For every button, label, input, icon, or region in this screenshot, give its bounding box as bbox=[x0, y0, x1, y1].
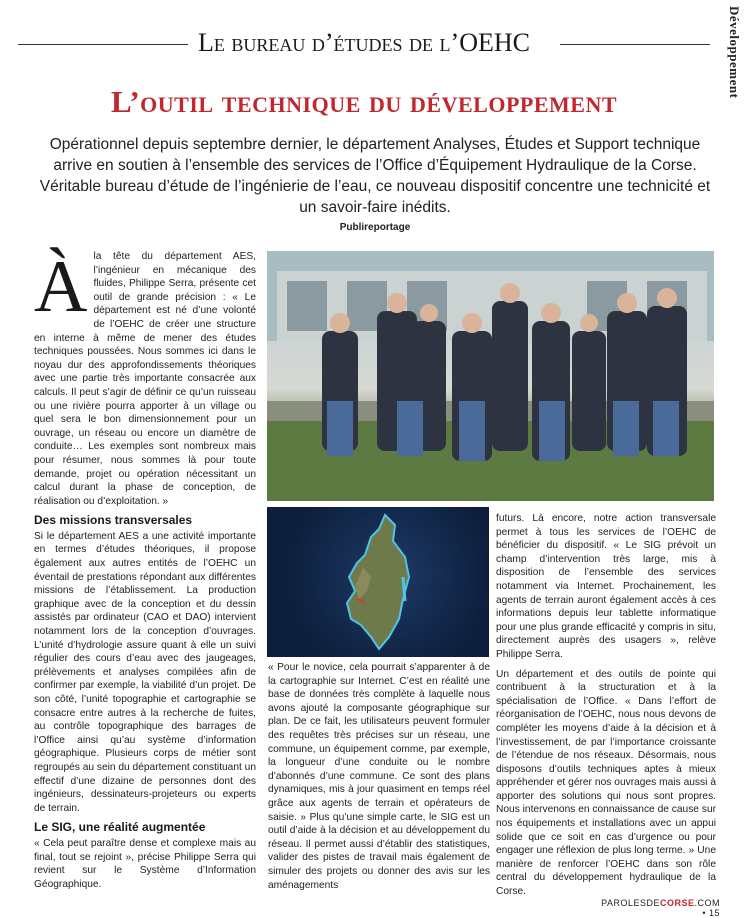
footer-pre: PAROLESDE bbox=[601, 898, 660, 908]
section-tab-label: Développement bbox=[727, 6, 742, 99]
article-title: L’outil technique du développement bbox=[110, 84, 618, 119]
map-illustration bbox=[267, 507, 489, 657]
dropcap: À bbox=[34, 246, 88, 328]
page-footer bbox=[600, 898, 720, 918]
article-lede: Opérationnel depuis septembre dernier, le département Analyses, Études et Support technique arrive en soutien à l’ensemble des services de l’Office d’Équipement Hydraulique de la Corse. Véritable bureau d’étude de l’ingénierie de l’eau, ce nouveau dispositif concentre une technicité et un savoir-faire inédits. bbox=[39, 136, 711, 216]
footer-brand: CORSE bbox=[659, 898, 695, 908]
paragraph-missions: Si le département AES a une activité importante en termes d’études théoriques, il propose également aux autres entités de l’OEHC un éventail de prestations répondant aux différentes missions de l’établissement. La production graphique avec de la conception et du dessin assistés par ordinateur (CAO et DAO) intervient notamment lors de la conception d’ouvrages. L’unité d’hydrologie assure quant à elle un suivi régulier des cours d’eau avec des jaugeages, prélèvements et analyses compilées afin de confirmer par exemple, la viabilité d’un projet. De son côté, l’unité topographie et cartographie se consacre entre autres à la recherche de fuites, au contrôle topographique des barrages de l’Office ainsi qu’au système d’information géographique. Plusieurs corps de métier sont regroupés au sein du département constituant un effectif d’une dizaine de personnes dont des ingénieurs, dessinateurs-projeteurs ou experts de terrain. bbox=[34, 530, 257, 814]
paragraph-conclusion: Un département et des outils de pointe qui contribuent à la structuration et à la spécialisation de l’Office. « Dans l’effort de réorganisation de l’OEHC, nous nous devons de compléter les moyens d’aide à la décision et à l’investissement, de par l’importance croissante de l’étendue de nos réseaux. Désormais, nous disposons d’outils techniques aptes à mieux appréhender et gérer nos ouvrages mais aussi à apporter des solutions qui nous sont propres. Nous intervenons en connaissance de cause sur nos équipements et installations avec un appui solide que ce soit en cas d’urgence ou pour engager une réflexion de plus long terme. » Une manière de renforcer l’OEHC dans son rôle central du développement hydraulique de la Corse. bbox=[496, 668, 716, 898]
corsica-map bbox=[267, 507, 489, 657]
team-photo bbox=[267, 251, 714, 501]
subhead-sig: Le SIG, une réalité augmentée bbox=[34, 820, 206, 835]
footer-post: .COM • 15 bbox=[694, 898, 720, 918]
column-3 bbox=[496, 512, 716, 898]
section-tab bbox=[716, 0, 754, 120]
subhead-missions: Des missions transversales bbox=[34, 513, 193, 528]
paragraph-sig-intro: « Cela peut paraître dense et complexe mais au final, tout se rejoint », précise Philippe Serra qui revient sur le Système d’Information Géographique. bbox=[34, 837, 256, 890]
paragraph-transversal: futurs. Là encore, notre action transversale permet à tous les services de l’OEHC de bénéficier du dispositif. « Le SIG prévoit un champ d’intervention très large, mis à disposition de l’ensemble des services notamment via Internet. Prochainement, les agents de terrain auront également accès à ces informations depuis leur tablette informatique pour une plus grande efficacité y compris in situ, directement auprès des usagers », relève Philippe Serra. bbox=[496, 513, 716, 660]
paragraph-sig-quote: « Pour le novice, cela pourrait s’apparenter à de la cartographie sur Internet. C’est en réalité une base de données très complète à laquelle nous avons ajouté la composante géographique sur plan. De ce fait, les utilisateurs peuvent formuler des requêtes très précises sur un réseau, une commune, un équipement comme, par exemple, la longueur d’une conduite ou le nombre d’abonnés d’une commune. Ce sont des plans dynamiques, mis à jour quasiment en temps réel grâce aux agents de terrain et opérateurs de saisie. » Plus qu’une simple carte, le SIG est un outil d’aide à la décision et au développement du réseau. Il permet aussi d’établir des statistiques, valider des pistes de travail mais également de simuler des projets ou donner des avis sur les aménagements bbox=[268, 662, 490, 891]
column-2 bbox=[268, 661, 490, 891]
intro-text: la tête du département AES, l’ingénieur en mécanique des fluides, Philippe Serra, présente cet outil de grande précision : « Le département est né d’une volonté de l’OEHC de créer une structure en interne à même de mener des études techniques poussées. Nous sommes ici dans le noyau dur des approfondissements théoriques avec une partie très importante consacrée aux calculs. Il peut s’agir de définir ce qu’un ruisseau ou une rivière pourra apporter à un village ou quel sera le bon dimensionnement pour un ouvrage, un réseau ou encore un diamètre de conduite… Les exemples sont nombreux mais pour résumer, nous sommes là pour toute demande, projet ou opération nécessitant un calcul durant la phase de conception, de réalisation ou d’exploitation. » bbox=[34, 251, 256, 507]
column-1 bbox=[34, 246, 257, 890]
byline: Publireportage bbox=[339, 222, 411, 233]
intro-paragraph bbox=[34, 246, 256, 508]
kicker-heading: Le bureau d’études de l’OEHC bbox=[198, 28, 530, 57]
team-photo-illustration bbox=[267, 251, 714, 501]
